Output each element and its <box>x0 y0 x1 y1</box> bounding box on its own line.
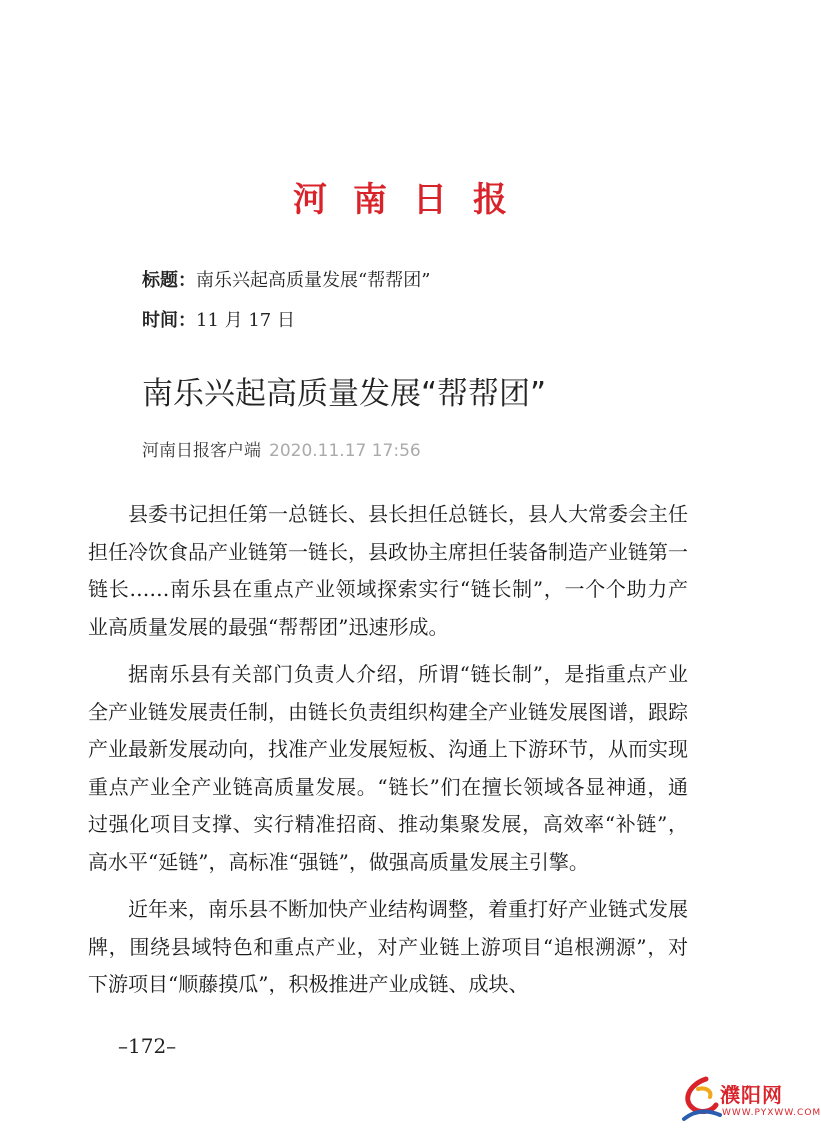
time-value: 11 月 17 日 <box>196 310 295 331</box>
article-paragraph: 据南乐县有关部门负责人介绍，所谓“链长制”，是指重点产业全产业链发展责任制，由链长负责组织构建全产业链发展图谱，跟踪产业最新发展动向，找准产业发展短板、沟通上下游环节，从而实现重点产业全产业链高质量发展。“链长”们在擅长领域各显神通，通过强化项目支撑、实行精准招商、推动集聚发展，高效率“补链”，高水平“延链”，高标准“强链”，做强高质量发展主引擎。 <box>88 662 688 874</box>
article-body <box>88 496 688 1014</box>
article-source: 河南日报客户端 <box>142 441 261 461</box>
page-number: –172– <box>118 1034 177 1058</box>
meta-title-row <box>142 266 430 292</box>
article-headline: 南乐兴起高质量发展“帮帮团” <box>142 376 547 412</box>
title-value: 南乐兴起高质量发展“帮帮团” <box>196 270 431 291</box>
masthead: 河南日报 <box>293 180 533 220</box>
meta-time-row <box>142 306 295 332</box>
watermark-logo <box>676 1075 821 1127</box>
article-paragraph: 近年来，南乐县不断加快产业结构调整，着重打好产业链式发展牌，围绕县域特色和重点产业，对产业链上游项目“追根溯源”，对下游项目“顺藤摸瓜”，积极推进产业成链、成块、 <box>88 897 688 996</box>
watermark-name: 濮阳网 <box>720 1083 783 1107</box>
watermark-url: WWW.PYXWW.COM <box>722 1108 821 1118</box>
logo-swirl-icon <box>676 1075 726 1127</box>
article-paragraph: 县委书记担任第一总链长、县长担任总链长，县人大常委会主任担任冷饮食品产业链第一链长，县政协主席担任装备制造产业链第一链长……南乐县在重点产业领域探索实行“链长制”，一个个助力产业高质量发展的最强“帮帮团”迅速形成。 <box>88 502 688 639</box>
byline <box>142 436 421 461</box>
time-label: 时间： <box>142 310 196 331</box>
title-label: 标题： <box>142 270 196 291</box>
article-timestamp: 2020.11.17 17:56 <box>269 441 421 461</box>
